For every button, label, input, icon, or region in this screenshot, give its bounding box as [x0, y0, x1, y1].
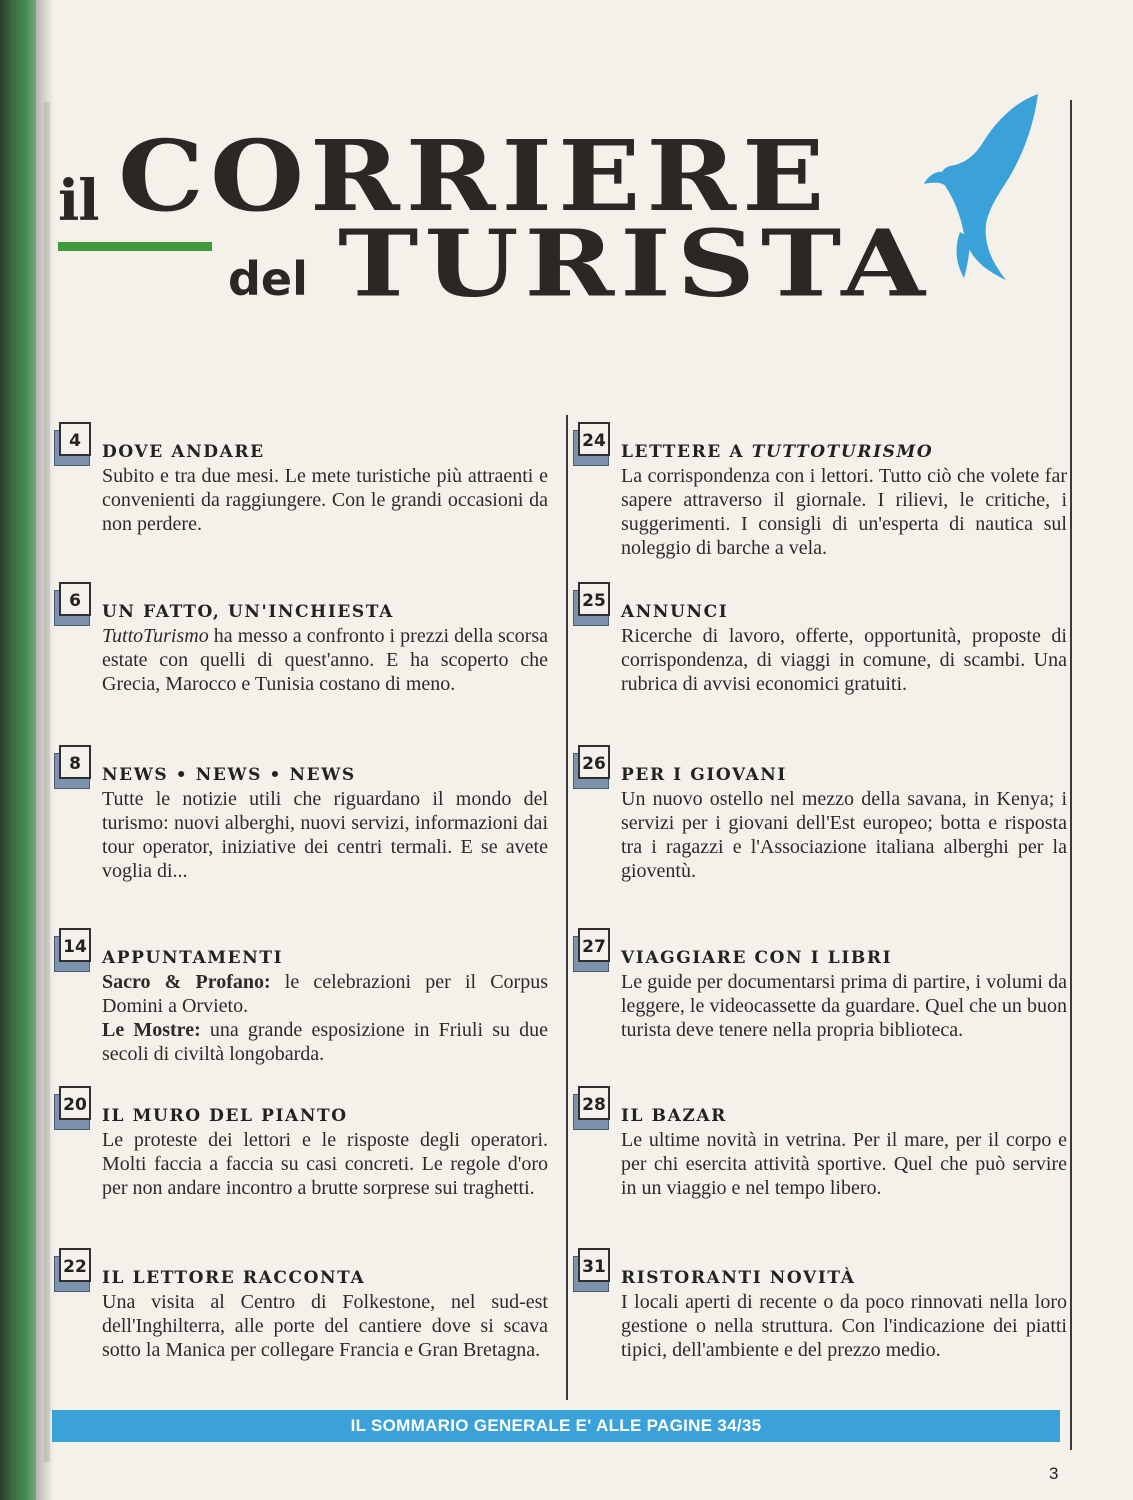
- masthead-green-bar: [58, 242, 212, 251]
- summary-banner[interactable]: IL SOMMARIO GENERALE E' ALLE PAGINE 34/35: [52, 1410, 1060, 1442]
- page-number-icon: [573, 422, 611, 464]
- entry-title: IL BAZAR: [621, 1106, 727, 1126]
- entry-title: NEWS • NEWS • NEWS: [102, 765, 356, 785]
- page-number: 14: [59, 928, 91, 962]
- entry-text: La corrispondenza con i lettori. Tutto ciò che volete far sapere attraverso il giornale. I rilievi, le critiche, i suggerimenti. I consigli di un'esperta di nautica sul noleggio di barche a vela.: [621, 465, 1067, 559]
- page-number-icon: [54, 928, 92, 970]
- entry-title: IL MURO DEL PIANTO: [102, 1106, 348, 1126]
- entry-text-rest: ha messo a confronto i prezzi della scorsa estate con quelli di quest'anno. E ha scoperto che Grecia, Marocco e Tunisia costano di meno.: [102, 625, 548, 695]
- right-column-rule: [1070, 100, 1072, 1450]
- entry-title: UN FATTO, UN'INCHIESTA: [102, 602, 394, 622]
- entry-text: Una visita al Centro di Folkestone, nel sud-est dell'Inghilterra, alle porte del cantiere dove si scava sotto la Manica per collegare Francia e Gran Bretagna.: [102, 1291, 548, 1361]
- entry-text: [102, 970, 548, 1066]
- entry-title: IL LETTORE RACCONTA: [102, 1268, 366, 1288]
- page-number: 25: [578, 582, 610, 616]
- page-number: 31: [578, 1248, 610, 1282]
- column-divider: [566, 415, 568, 1400]
- page-number: 24: [578, 422, 610, 456]
- page-number-icon: [54, 582, 92, 624]
- entry-title: ANNUNCI: [621, 602, 729, 622]
- italic-lead: TuttoTurismo: [102, 625, 209, 647]
- page-number-footer: 3: [1049, 1464, 1059, 1483]
- entry-title: PER I GIOVANI: [621, 765, 787, 785]
- entry-text: Ricerche di lavoro, offerte, opportunità, proposte di corrispondenza, di viaggi in comune, di scambi. Una rubrica di avvisi economici gratuiti.: [621, 625, 1067, 695]
- page-number: 20: [59, 1086, 91, 1120]
- masthead: [0, 0, 1133, 330]
- entry-title: DOVE ANDARE: [102, 442, 265, 462]
- entry-text: Le proteste dei lettori e le risposte degli operatori. Molti faccia a faccia su casi concreti. Le regole d'oro per non andare incontro a brutte sorprese sui traghetti.: [102, 1129, 548, 1199]
- page-number: 28: [578, 1086, 610, 1120]
- page-number-icon: [573, 1086, 611, 1128]
- entry-text-part: le celebrazioni per il Corpus Domini a Orvieto.: [102, 971, 548, 1017]
- masthead-turista: TURISTA: [338, 210, 932, 318]
- masthead-del: del: [228, 252, 308, 306]
- page-number: 26: [578, 745, 610, 779]
- page-number-icon: [573, 745, 611, 787]
- entry-text: Un nuovo ostello nel mezzo della savana, in Kenya; i servizi per i giovani dell'Est europeo; botta e risposta tra i ragazzi e l'Associazione italiana alberghi per la gioventù.: [621, 788, 1067, 882]
- entry-text: Subito e tra due mesi. Le mete turistiche più attraenti e convenienti da raggiungere. Con le grandi occasioni da non perdere.: [102, 465, 548, 535]
- entry-text: Le guide per documentarsi prima di partire, i volumi da leggere, le videocassette da guardare. Quel che un buon turista deve tenere nella propria biblioteca.: [621, 971, 1067, 1041]
- page-number: 8: [59, 745, 91, 779]
- entry-title: [621, 442, 933, 462]
- page-number: 22: [59, 1248, 91, 1282]
- entry-title-lead: LETTERE A: [621, 442, 752, 462]
- page-number: 27: [578, 928, 610, 962]
- entry-text: Le ultime novità in vetrina. Per il mare, per il corpo e per chi esercita attività sportive. Quel che può servire in un viaggio e nel tempo libero.: [621, 1129, 1067, 1199]
- masthead-corriere: CORRIERE: [118, 119, 831, 234]
- page-number-icon: [54, 422, 92, 464]
- page-number-icon: [54, 1086, 92, 1128]
- page-number-icon: [573, 1248, 611, 1290]
- swallow-logo-icon: [920, 92, 1040, 282]
- entry-text-part: una grande esposizione in Friuli su due secoli di civiltà longobarda.: [102, 1019, 548, 1065]
- bold-lead: Le Mostre:: [102, 1019, 201, 1041]
- entry-title: RISTORANTI NOVITÀ: [621, 1268, 856, 1288]
- entry-text: I locali aperti di recente o da poco rinnovati nella loro gestione o nella struttura. Con l'indicazione dei piatti tipici, dell'ambiente e del prezzo medio.: [621, 1291, 1067, 1361]
- entry-title: VIAGGIARE CON I LIBRI: [621, 948, 893, 968]
- entry-text: Tutte le notizie utili che riguardano il mondo del turismo: nuovi alberghi, nuovi servizi, informazioni dai tour operator, iniziative dei centri termali. E se avete voglia di...: [102, 788, 548, 882]
- masthead-il: il: [58, 168, 99, 234]
- page-number: 4: [59, 422, 91, 456]
- page-number-icon: [54, 745, 92, 787]
- entry-title-italic: TUTTOTURISMO: [751, 442, 934, 462]
- page-number-icon: [573, 582, 611, 624]
- page-number-icon: [54, 1248, 92, 1290]
- entry-text: [102, 624, 548, 696]
- page-number-icon: [573, 928, 611, 970]
- entry-title: APPUNTAMENTI: [102, 948, 284, 968]
- page-number: 6: [59, 582, 91, 616]
- bold-lead: Sacro & Profano:: [102, 971, 271, 993]
